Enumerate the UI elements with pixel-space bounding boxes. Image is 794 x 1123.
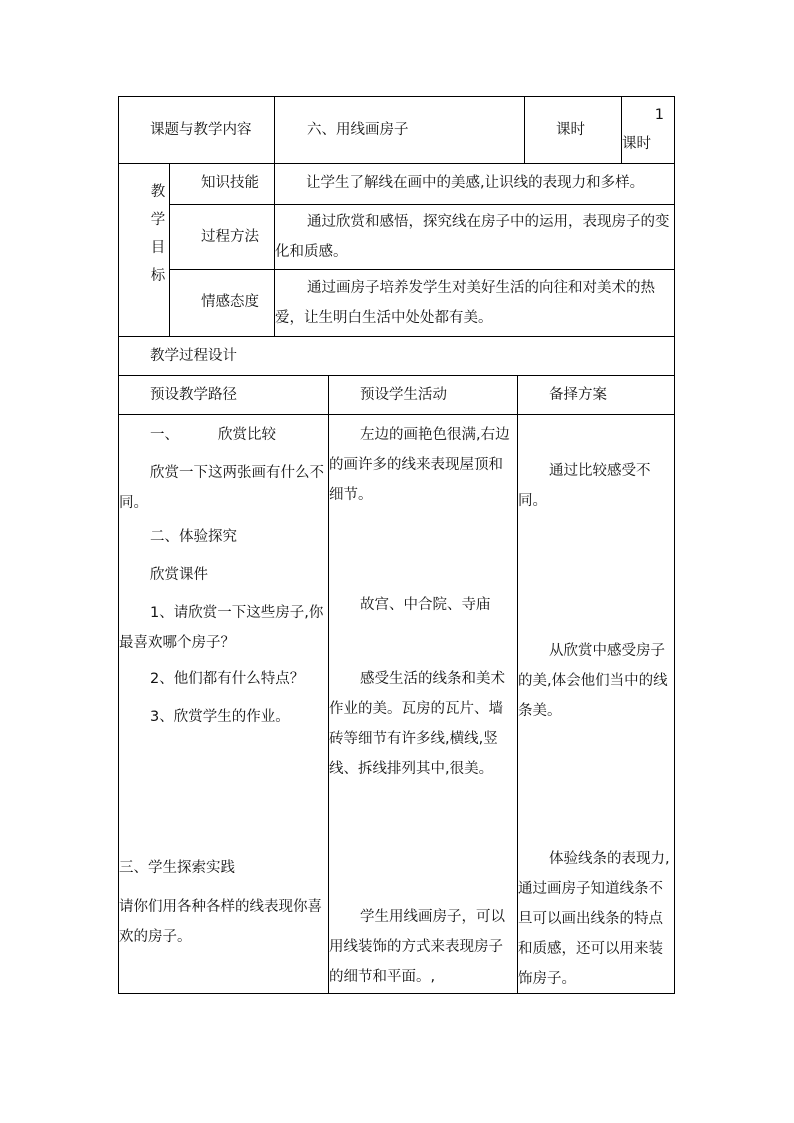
objective-text-attitude: 通过画房子培养发学生对美好生活的向往和对美术的热爱，让生明白生活中处处都有美。	[275, 280, 655, 326]
col-header-activity: 预设学生活动	[360, 387, 447, 403]
col-header-alternatives: 备择方案	[549, 387, 607, 403]
alternative-1: 通过比较感受不同。	[518, 463, 651, 509]
path-section-1-text: 欣赏一下这两张画有什么不同。	[119, 465, 324, 511]
period-label: 课时	[556, 122, 585, 138]
path-section-3-title: 三、学生探索实践	[119, 860, 235, 876]
path-section-1-title: 欣赏比较	[218, 427, 276, 443]
activity-1: 左边的画艳色很满,右边的画许多的线来表现屋顶和细节。	[329, 427, 510, 503]
activity-4: 学生用线画房子，可以用线装饰的方式来表现房子的细节和平面。,	[329, 909, 505, 985]
period-number: 1	[654, 107, 664, 123]
activity-2: 故宫、中合院、寺庙	[360, 597, 491, 613]
objective-text-knowledge: 让学生了解线在画中的美感,让识线的表现力和多样。	[306, 175, 645, 191]
objective-text-process: 通过欣赏和感悟，探究线在房子中的运用，表现房子的变化和质感。	[275, 214, 670, 260]
period-unit: 课时	[622, 136, 651, 152]
objective-label-knowledge: 知识技能	[201, 175, 259, 191]
alternative-2: 从欣赏中感受房子的美,体会他们当中的线条美。	[518, 643, 668, 719]
alternative-3: 体验线条的表现力,通过画房子知道线条不旦可以画出线条的特点和质感，还可以用来装饰房子。	[518, 851, 670, 987]
path-section-1-number: 一、	[150, 427, 179, 443]
process-title: 教学过程设计	[150, 348, 237, 364]
path-question-2: 2、他们都有什么特点？	[150, 671, 305, 687]
topic-value: 六、用线画房子	[307, 122, 409, 138]
objective-label-attitude: 情感态度	[201, 294, 259, 310]
col-header-path: 预设教学路径	[150, 387, 237, 403]
activity-3: 感受生活的线条和美术作业的美。瓦房的瓦片、墙砖等细节有许多线,横线,竖线、拆线排列其中,很美。	[329, 671, 505, 777]
path-section-2-title: 二、体验探究	[150, 529, 237, 545]
objectives-group-label: 教学目标	[150, 184, 166, 284]
topic-label: 课题与教学内容	[150, 122, 252, 138]
path-section-2-sub: 欣赏课件	[150, 567, 208, 583]
objective-label-process: 过程方法	[201, 229, 259, 245]
path-question-1: 1、请欣赏一下这些房子,你最喜欢哪个房子？	[119, 605, 324, 651]
path-section-3-text: 请你们用各种各样的线表现你喜欢的房子。	[119, 899, 322, 945]
path-question-3: 3、欣赏学生的作业。	[150, 709, 290, 725]
